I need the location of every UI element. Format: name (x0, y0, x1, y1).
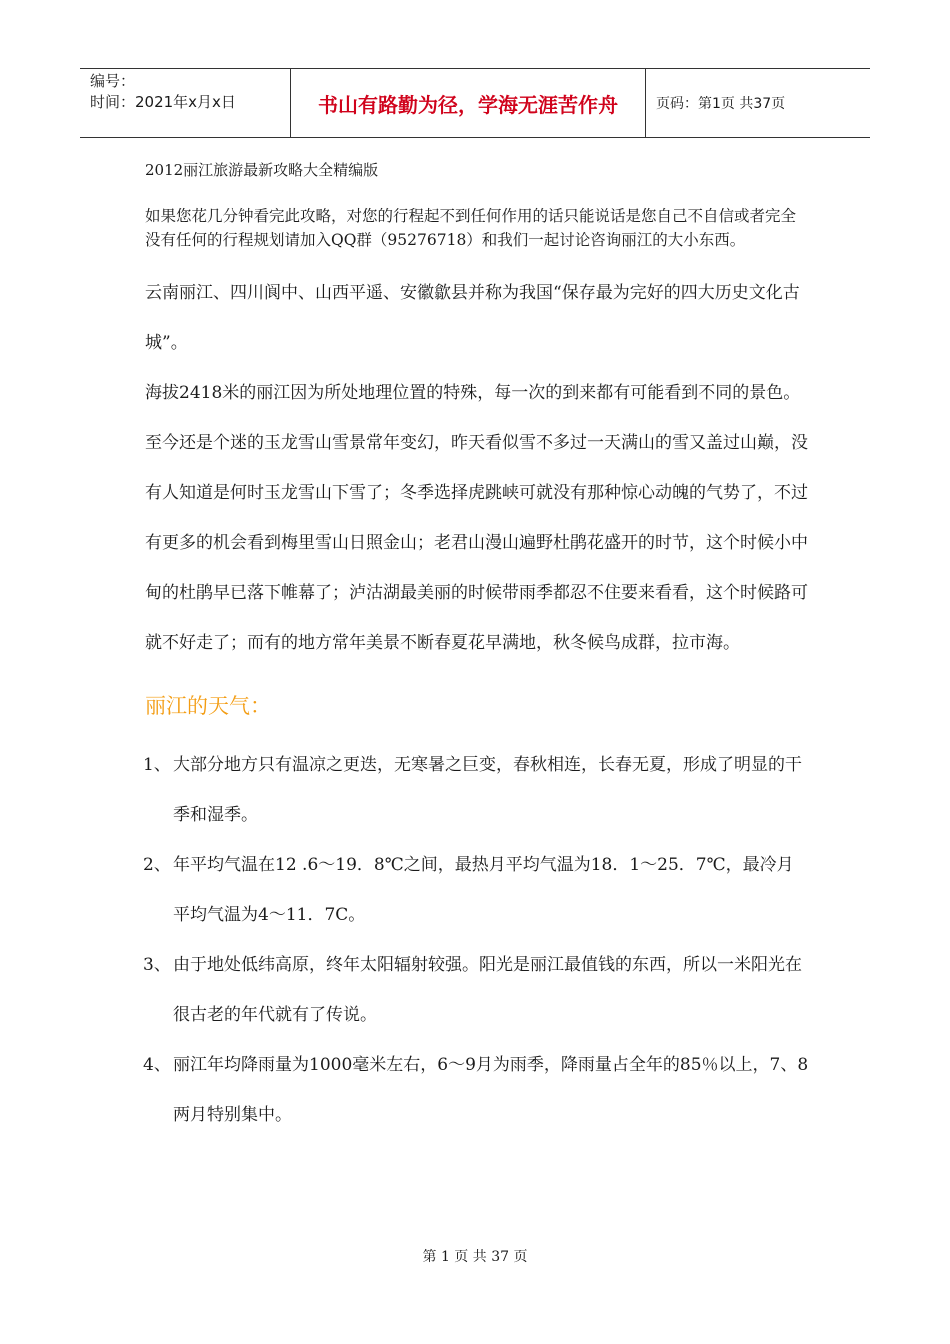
list-text: 丽江年均降雨量为1000毫米左右，6～9月为雨季，降雨量占全年的85％以上，7、8两月特别集中。 (173, 1055, 809, 1125)
header-meta (80, 69, 291, 137)
intro-paragraph: 如果您花几分钟看完此攻略，对您的行程起不到任何作用的话只能说话是您自己不自信或者完全没有任何的行程规划请加入QQ群（95276718）和我们一起讨论咨询丽江的大小东西。 (145, 207, 797, 249)
header-page-info: 页码：第1页 共37页 (656, 96, 786, 112)
list-number: 1、 (143, 755, 171, 775)
list-text: 年平均气温在12 .6～19．8℃之间，最热月平均气温为18．1～25．7℃，最冷月平均气温为4～11．7C。 (173, 855, 794, 925)
list-number: 2、 (143, 855, 171, 875)
list-item (143, 840, 810, 940)
paragraph-scenery: 海拔2418米的丽江因为所处地理位置的特殊，每一次的到来都有可能看到不同的景色。至今还是个迷的玉龙雪山雪景常年变幻，昨天看似雪不多过一天满山的雪又盖过山巅，没有人知道是何时玉龙雪山下雪了；冬季选择虎跳峡可就没有那种惊心动魄的气势了，不过有更多的机会看到梅里雪山日照金山；老君山漫山遍野杜鹃花盛开的时节，这个时候小中甸的杜鹃早已落下帷幕了；泸沽湖最美丽的时候带雨季都忍不住要来看看，这个时候路可就不好走了；而有的地方常年美景不断春夏花早满地，秋冬候鸟成群，拉市海。 (145, 383, 808, 653)
paragraph-ancient-cities: 云南丽江、四川阆中、山西平遥、安徽歙县并称为我国“保存最为完好的四大历史文化古城”。 (145, 283, 800, 353)
document-title: 2012丽江旅游最新攻略大全精编版 (145, 161, 379, 179)
number-label: 编号： (90, 72, 136, 90)
page-footer: 第 1 页 共 37 页 (422, 1249, 528, 1265)
list-item (143, 740, 810, 840)
list-item (143, 1040, 810, 1140)
list-item (143, 940, 810, 1040)
list-number: 3、 (143, 955, 171, 975)
page-header (80, 68, 870, 138)
time-label: 时间：2021年x月x日 (90, 93, 236, 111)
header-motto: 书山有路勤为径，学海无涯苦作舟 (291, 69, 646, 137)
list-number: 4、 (143, 1055, 171, 1075)
list-text: 大部分地方只有温凉之更迭，无寒暑之巨变，春秋相连，长春无夏，形成了明显的干季和湿季。 (173, 755, 802, 825)
list-text: 由于地处低纬高原，终年太阳辐射较强。阳光是丽江最值钱的东西，所以一米阳光在很古老的年代就有了传说。 (173, 955, 802, 1025)
document-body (145, 158, 810, 1140)
weather-list (145, 740, 810, 1140)
section-title-weather: 丽江的天气： (145, 694, 271, 718)
